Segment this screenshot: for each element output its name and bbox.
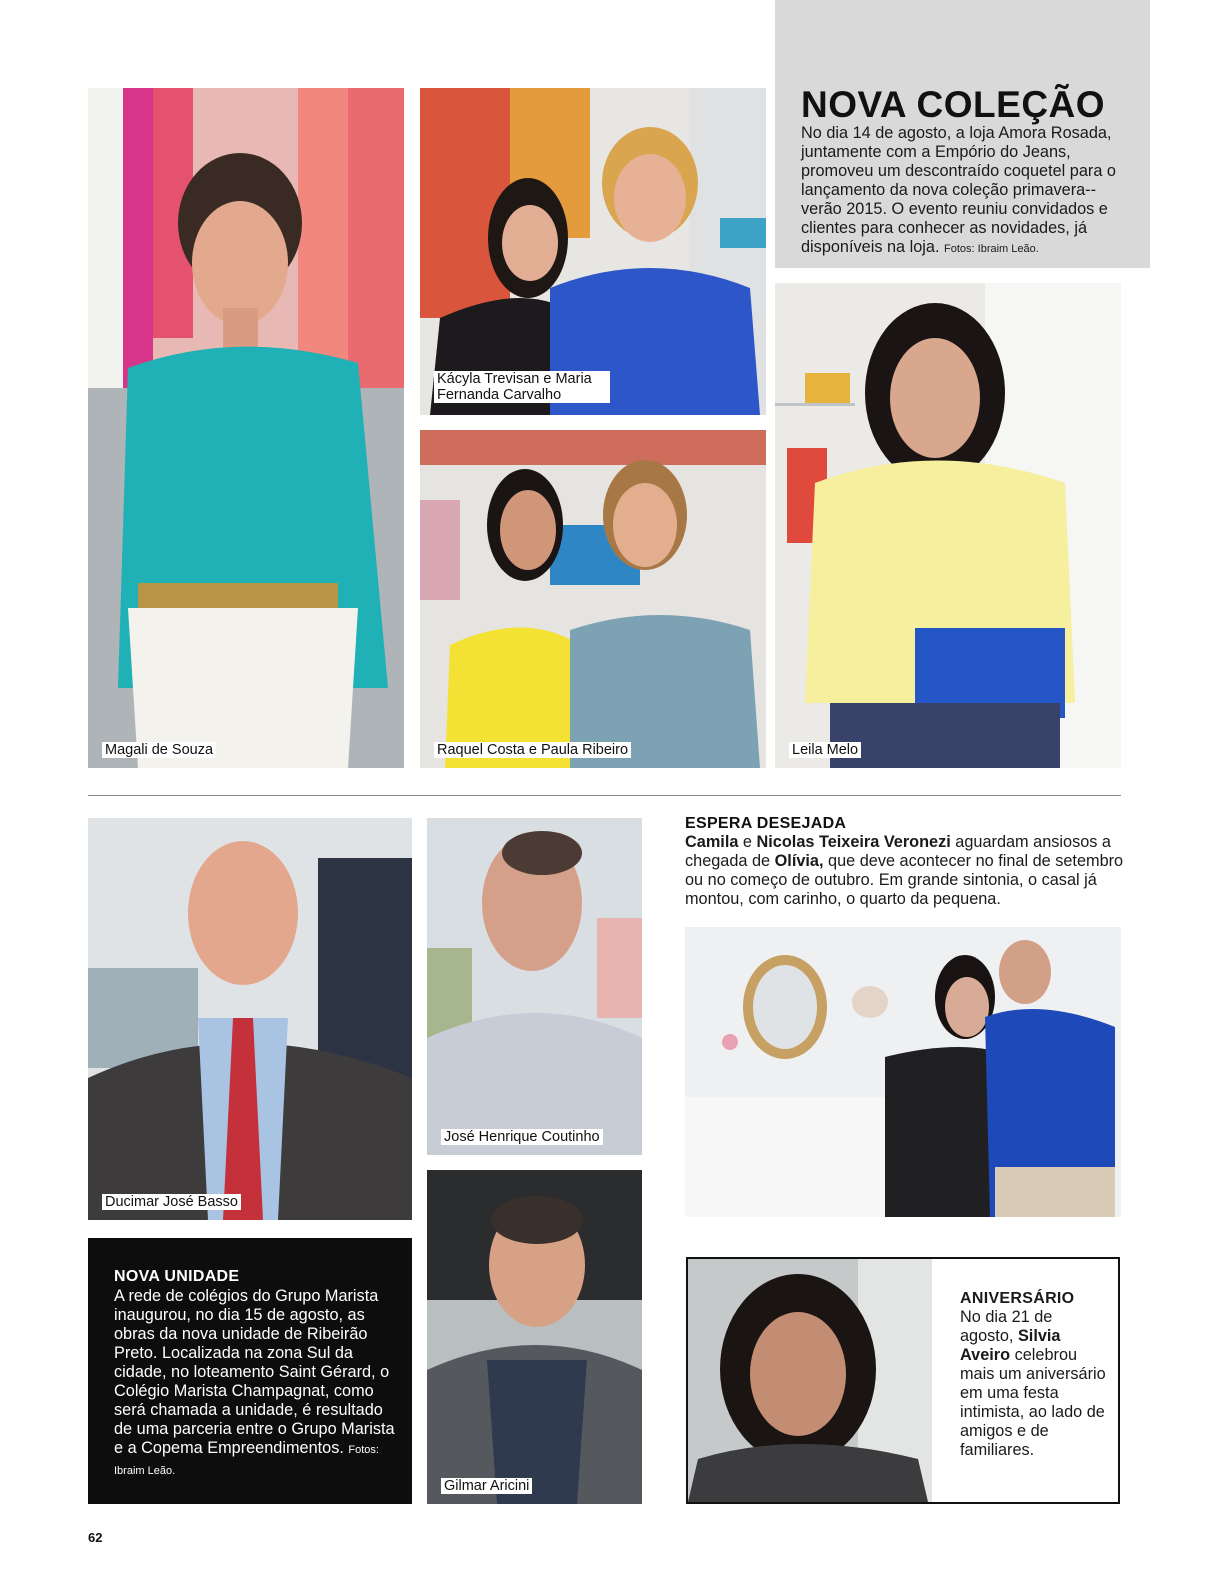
body-text: celebrou mais um aniversário em uma festa intimista, ao lado de amigos e de familiares. <box>960 1346 1106 1459</box>
nova-colecao-title: NOVA COLEÇÃO <box>801 84 1106 125</box>
nova-colecao-box <box>775 0 1150 268</box>
aniversario-text <box>960 1289 1110 1460</box>
page-number: 62 <box>88 1530 103 1545</box>
photo-caption: Ducimar José Basso <box>102 1194 241 1210</box>
aniversario-heading: ANIVERSÁRIO <box>960 1290 1075 1307</box>
body-text: No dia 21 de agosto, <box>960 1308 1053 1345</box>
espera-desejada-block <box>685 815 1125 909</box>
nova-unidade-text <box>114 1287 404 1481</box>
nova-unidade-box <box>88 1238 412 1504</box>
section-divider <box>88 795 1121 796</box>
aniversario-box <box>686 1257 1120 1504</box>
photo-couple-nursery <box>685 927 1121 1217</box>
body-text: aguardam ansiosos a chegada de <box>685 833 1111 870</box>
connector-text: e <box>738 833 757 851</box>
photo-jose-henrique-coutinho <box>427 818 642 1155</box>
nova-unidade-heading: NOVA UNIDADE <box>114 1268 240 1285</box>
name-silvia: Silvia Aveiro <box>960 1327 1061 1364</box>
nova-colecao-text <box>801 124 1136 259</box>
photo-caption: Magali de Souza <box>102 742 216 758</box>
name-camila: Camila <box>685 833 739 851</box>
photo-magali-de-souza <box>88 88 404 768</box>
photo-caption: Gilmar Aricini <box>441 1478 532 1494</box>
photo-leila-melo <box>775 283 1121 768</box>
espera-desejada-heading: ESPERA DESEJADA <box>685 815 847 832</box>
nova-colecao-body: No dia 14 de agosto, a loja Amora Rosada, juntamente com a Empório do Jeans, promoveu um descontraído coquetel para o lançamento da nova coleção primavera--verão 2015. O evento reuniu convidados e clientes para conhecer as novidades, já disponíveis na loja. <box>801 124 1116 256</box>
photo-caption: Kácyla Trevisan e Maria Fernanda Carvalho <box>434 371 610 403</box>
photo-gilmar-aricini <box>427 1170 642 1504</box>
photo-ducimar-jose-basso <box>88 818 412 1220</box>
photo-kacyla-maria-fernanda <box>420 88 766 415</box>
photo-caption: José Henrique Coutinho <box>441 1129 603 1145</box>
photo-silvia-aveiro <box>688 1259 932 1502</box>
body-text: que deve acontecer no final de setembro ou no começo de outubro. Em grande sintonia, o casal já montou, com carinho, o quarto da pequena. <box>685 852 1124 908</box>
photo-credit: Fotos: Ibraim Leão. <box>114 1444 379 1477</box>
photo-caption: Raquel Costa e Paula Ribeiro <box>434 742 631 758</box>
name-olivia: Olívia, <box>774 852 824 870</box>
photo-caption: Leila Melo <box>789 742 861 758</box>
photo-credit: Fotos: Ibraim Leão. <box>944 243 1039 255</box>
nova-unidade-body: A rede de colégios do Grupo Marista inaugurou, no dia 15 de agosto, as obras da nova unidade de Ribeirão Preto. Localizada na zona Sul da cidade, no loteamento Saint Gérard, o Colégio Marista Champagnat, como será chamada a unidade, é resultado de uma parceria entre o Grupo Marista e a Copema Empreendimentos. <box>114 1287 395 1457</box>
name-nicolas: Nicolas Teixeira Veronezi <box>756 833 951 851</box>
photo-raquel-paula <box>420 430 766 768</box>
espera-desejada-text <box>685 833 1125 909</box>
